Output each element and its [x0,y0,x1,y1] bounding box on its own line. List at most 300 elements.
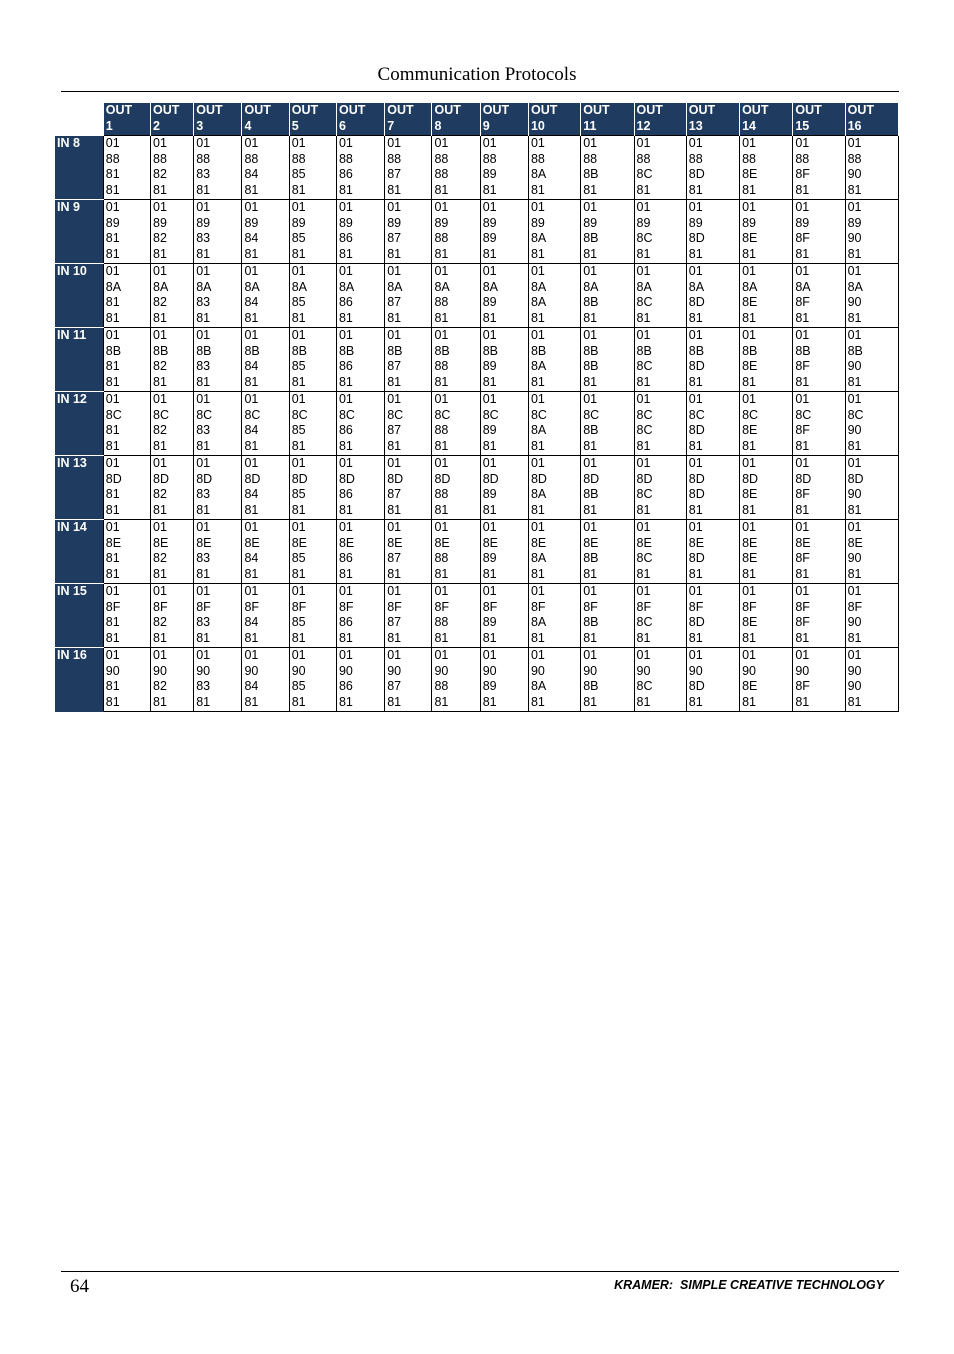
code-byte: 81 [196,694,211,709]
code-byte: 81 [387,630,402,645]
code-byte: 8C [105,407,122,422]
code-byte: 89 [583,215,598,230]
code-byte: 89 [482,231,497,246]
code-byte: 87 [387,423,402,438]
code-cell [528,520,580,584]
code-byte: 86 [338,167,353,182]
code-byte: 8A [847,279,863,294]
code-byte: 8E [153,535,169,550]
column-header-out-10 [528,103,580,136]
code-byte: 81 [105,502,120,517]
code-byte: 89 [387,215,402,230]
code-byte: 8D [196,471,213,486]
code-cell [336,456,384,520]
code-byte: 81 [105,630,120,645]
code-byte: 8D [688,231,705,246]
code-byte: 8F [688,599,704,614]
code-byte: 8F [795,679,810,694]
code-byte: 8A [530,231,547,246]
table-row [55,648,899,712]
code-byte: 90 [847,231,862,246]
code-cell [151,520,194,584]
code-byte: 81 [847,694,862,709]
code-byte: 90 [847,295,862,310]
code-byte: 90 [847,551,862,566]
code-byte: 81 [795,630,810,645]
code-byte: 81 [105,438,120,453]
header-rule [61,91,899,92]
code-byte: 81 [688,374,703,389]
code-byte: 8D [847,471,864,486]
code-byte: 88 [530,151,545,166]
code-cell [151,392,194,456]
column-header-out-5 [289,103,336,136]
code-cell [528,200,580,264]
code-cell [793,136,845,200]
code-byte: 01 [434,520,449,534]
code-byte: 81 [338,438,353,453]
code-byte: 81 [847,566,862,581]
code-cell [194,264,242,328]
code-cell [793,264,845,328]
code-byte: 8B [583,423,599,438]
code-byte: 8F [482,599,498,614]
code-byte: 90 [387,663,402,678]
code-byte: 01 [196,584,211,598]
code-byte: 82 [153,295,167,310]
code-byte: 8A [742,279,758,294]
page-title: Communication Protocols [377,64,577,85]
code-byte: 8C [583,407,600,422]
row-header: IN 15 [55,584,103,648]
code-cell [103,200,150,264]
code-byte: 01 [482,648,497,662]
code-byte: 01 [153,648,167,662]
code-byte: 8D [636,471,653,486]
code-byte: 01 [434,264,449,278]
code-byte: 01 [795,136,810,150]
code-byte: 01 [434,328,449,342]
table-row [55,456,899,520]
code-byte: 8A [530,359,547,374]
code-byte: 8D [387,471,404,486]
column-header-line: 9 [482,118,490,133]
code-byte: 81 [742,182,756,197]
code-byte: 01 [338,520,353,534]
code-byte: 01 [244,584,259,598]
table-row [55,328,899,392]
code-byte: 01 [583,584,598,598]
code-byte: 90 [530,663,545,678]
code-byte: 8F [742,599,757,614]
code-byte: 8D [105,471,122,486]
code-byte: 8B [847,343,863,358]
code-byte: 01 [387,456,402,470]
code-byte: 89 [482,615,497,630]
code-byte: 01 [530,584,545,598]
code-byte: 8C [530,407,547,422]
code-byte: 81 [688,566,703,581]
code-byte: 81 [636,630,651,645]
code-cell [151,136,194,200]
code-byte: 01 [482,200,497,214]
code-cell [194,392,242,456]
code-byte: 84 [244,615,259,630]
code-byte: 88 [196,151,211,166]
code-byte: 90 [244,663,259,678]
code-byte: 8A [482,279,499,294]
code-byte: 8C [636,423,653,438]
code-cell [103,328,150,392]
code-byte: 81 [153,502,167,517]
code-byte: 81 [105,182,120,197]
code-byte: 8C [742,407,759,422]
code-byte: 8B [583,551,599,566]
column-header-line: OUT [434,103,461,117]
code-byte: 8D [338,471,355,486]
code-byte: 8F [795,359,810,374]
code-byte: 81 [244,566,259,581]
code-cell [793,456,845,520]
code-cell [103,584,150,648]
code-cell [336,648,384,712]
code-cell [103,136,150,200]
code-byte: 81 [434,310,449,325]
code-byte: 90 [847,615,862,630]
code-byte: 8F [847,599,863,614]
code-cell [528,584,580,648]
row-header: IN 9 [55,200,103,264]
code-byte: 8F [105,599,121,614]
code-byte: 88 [482,151,497,166]
code-byte: 81 [244,374,259,389]
code-byte: 8B [434,343,450,358]
code-byte: 8D [795,471,812,486]
code-byte: 84 [244,231,259,246]
code-cell [528,136,580,200]
code-byte: 8E [530,535,547,550]
code-byte: 89 [105,215,120,230]
code-byte: 81 [244,246,259,261]
code-byte: 81 [387,566,402,581]
code-byte: 88 [434,151,449,166]
code-byte: 8B [583,359,599,374]
code-byte: 81 [244,694,259,709]
code-byte: 01 [583,520,598,534]
code-byte: 81 [742,438,756,453]
code-byte: 81 [583,694,598,709]
code-byte: 81 [583,246,598,261]
code-byte: 81 [387,694,402,709]
column-header-out-11 [581,103,634,136]
code-byte: 01 [244,328,259,342]
code-byte: 01 [847,456,862,470]
column-header-out-2 [151,103,194,136]
table-row [55,136,899,200]
code-byte: 81 [636,182,651,197]
column-header-line: OUT [482,103,510,117]
code-byte: 01 [434,584,449,598]
code-byte: 01 [688,520,703,534]
code-byte: 86 [338,551,353,566]
code-byte: 8B [583,615,599,630]
code-cell [194,136,242,200]
code-byte: 81 [291,374,306,389]
code-byte: 89 [338,215,353,230]
code-cell [480,584,528,648]
code-byte: 81 [482,246,497,261]
code-byte: 01 [742,584,756,598]
code-byte: 01 [387,200,402,214]
code-byte: 81 [482,630,497,645]
code-byte: 81 [583,182,598,197]
code-cell [634,264,686,328]
code-byte: 81 [847,630,862,645]
code-byte: 89 [742,215,756,230]
code-byte: 01 [387,392,402,406]
code-cell [385,200,432,264]
code-byte: 8C [636,231,653,246]
code-byte: 81 [583,374,598,389]
code-byte: 8A [387,279,403,294]
code-byte: 01 [742,264,756,278]
code-byte: 8A [530,279,547,294]
code-cell [581,264,634,328]
code-byte: 81 [688,438,703,453]
code-byte: 8C [291,407,308,422]
code-byte: 86 [338,295,353,310]
code-byte: 01 [153,392,167,406]
code-cell [740,200,793,264]
code-byte: 81 [530,438,545,453]
code-byte: 85 [291,615,306,630]
code-cell [740,648,793,712]
code-byte: 8F [583,599,598,614]
code-byte: 82 [153,615,167,630]
code-byte: 88 [583,151,598,166]
code-byte: 81 [291,566,306,581]
code-byte: 81 [530,374,545,389]
code-byte: 8C [153,407,169,422]
code-byte: 01 [387,328,402,342]
code-byte: 87 [387,295,402,310]
code-byte: 81 [196,502,211,517]
code-byte: 81 [387,502,402,517]
code-byte: 8A [338,279,355,294]
code-byte: 8F [291,599,307,614]
code-cell [432,392,480,456]
code-byte: 01 [338,200,353,214]
code-byte: 81 [742,246,756,261]
code-byte: 82 [153,551,167,566]
code-byte: 8D [482,471,499,486]
code-byte: 90 [196,663,211,678]
code-byte: 89 [482,487,497,502]
code-byte: 01 [105,200,120,214]
code-byte: 8B [153,343,169,358]
code-byte: 8C [795,407,812,422]
code-byte: 81 [847,374,862,389]
code-byte: 84 [244,359,259,374]
code-byte: 8D [742,471,759,486]
code-byte: 8B [196,343,212,358]
code-cell [581,648,634,712]
code-byte: 81 [583,310,598,325]
code-byte: 88 [153,151,167,166]
code-byte: 8A [636,279,652,294]
column-header-line: OUT [688,103,716,117]
code-byte: 89 [795,215,810,230]
code-byte: 81 [105,615,120,630]
code-byte: 81 [434,182,449,197]
code-byte: 81 [636,566,651,581]
column-header-out-3 [194,103,242,136]
code-byte: 8B [583,343,599,358]
code-byte: 81 [847,310,862,325]
code-byte: 8D [688,679,705,694]
code-byte: 81 [105,310,120,325]
column-header-line: OUT [742,103,769,117]
code-byte: 8F [434,599,450,614]
code-byte: 87 [387,231,402,246]
code-byte: 01 [105,456,120,470]
table-row [55,392,899,456]
code-byte: 88 [434,167,449,182]
column-header-line: 6 [338,118,346,133]
code-byte: 8B [583,679,599,694]
code-cell [103,520,150,584]
code-cell [432,328,480,392]
code-byte: 8B [583,295,599,310]
column-header-line: OUT [105,103,133,117]
code-byte: 81 [105,167,120,182]
code-cell [194,456,242,520]
code-cell [528,328,580,392]
code-byte: 88 [244,151,259,166]
code-byte: 83 [196,615,211,630]
code-byte: 81 [291,182,306,197]
code-cell [634,392,686,456]
code-cell [151,264,194,328]
code-byte: 01 [482,392,497,406]
code-byte: 01 [291,520,306,534]
code-byte: 01 [847,584,862,598]
code-byte: 90 [338,663,353,678]
code-byte: 86 [338,231,353,246]
code-byte: 8F [636,599,652,614]
code-byte: 81 [105,694,120,709]
code-byte: 88 [434,295,449,310]
code-byte: 84 [244,295,259,310]
code-byte: 81 [530,310,545,325]
code-byte: 83 [196,231,211,246]
code-byte: 01 [244,648,259,662]
code-byte: 8F [795,615,810,630]
code-cell [432,648,480,712]
code-byte: 01 [196,648,211,662]
code-cell [194,520,242,584]
code-cell [686,264,739,328]
code-byte: 8D [688,423,705,438]
code-byte: 81 [105,551,120,566]
code-byte: 01 [742,136,756,150]
code-byte: 01 [688,648,703,662]
code-byte: 01 [583,392,598,406]
code-cell [336,328,384,392]
code-byte: 81 [153,182,167,197]
code-byte: 01 [291,584,306,598]
code-cell [289,392,336,456]
code-byte: 8E [742,423,758,438]
code-byte: 81 [153,630,167,645]
code-byte: 90 [434,663,449,678]
code-byte: 8A [291,279,308,294]
code-byte: 88 [434,551,449,566]
column-header-out-4 [242,103,289,136]
code-cell [151,584,194,648]
column-header-line: OUT [153,103,180,117]
code-byte: 81 [688,630,703,645]
code-byte: 01 [742,200,756,214]
code-byte: 8B [387,343,403,358]
code-byte: 81 [742,502,756,517]
code-byte: 01 [434,648,449,662]
code-byte: 87 [387,359,402,374]
code-byte: 81 [196,374,211,389]
code-byte: 01 [530,200,545,214]
code-cell [432,456,480,520]
code-byte: 81 [795,374,810,389]
table-row [55,264,899,328]
code-byte: 81 [244,438,259,453]
code-cell [385,584,432,648]
code-byte: 87 [387,167,402,182]
code-byte: 81 [153,694,167,709]
column-header-line: 15 [795,118,810,133]
code-byte: 01 [636,392,651,406]
code-byte: 81 [338,374,353,389]
code-byte: 8C [244,407,261,422]
code-byte: 8D [688,295,705,310]
code-byte: 8E [244,535,260,550]
code-byte: 8B [636,343,652,358]
code-byte: 83 [196,167,211,182]
code-byte: 01 [153,264,167,278]
code-cell [242,520,289,584]
code-cell [194,328,242,392]
code-byte: 01 [795,264,810,278]
column-header-line: 7 [387,118,395,133]
code-byte: 88 [636,151,651,166]
code-byte: 01 [196,264,211,278]
code-byte: 90 [636,663,651,678]
code-byte: 8E [847,535,863,550]
code-cell [242,584,289,648]
code-byte: 88 [434,423,449,438]
column-header-line: OUT [583,103,610,117]
code-byte: 8E [742,359,758,374]
code-byte: 8F [387,599,402,614]
code-cell [793,520,845,584]
code-byte: 8F [795,599,810,614]
column-header-out-8 [432,103,480,136]
code-cell [289,584,336,648]
code-cell [242,392,289,456]
column-header-line: 10 [530,118,545,133]
code-byte: 01 [530,264,545,278]
code-byte: 8E [338,535,355,550]
column-header-line: OUT [636,103,663,117]
